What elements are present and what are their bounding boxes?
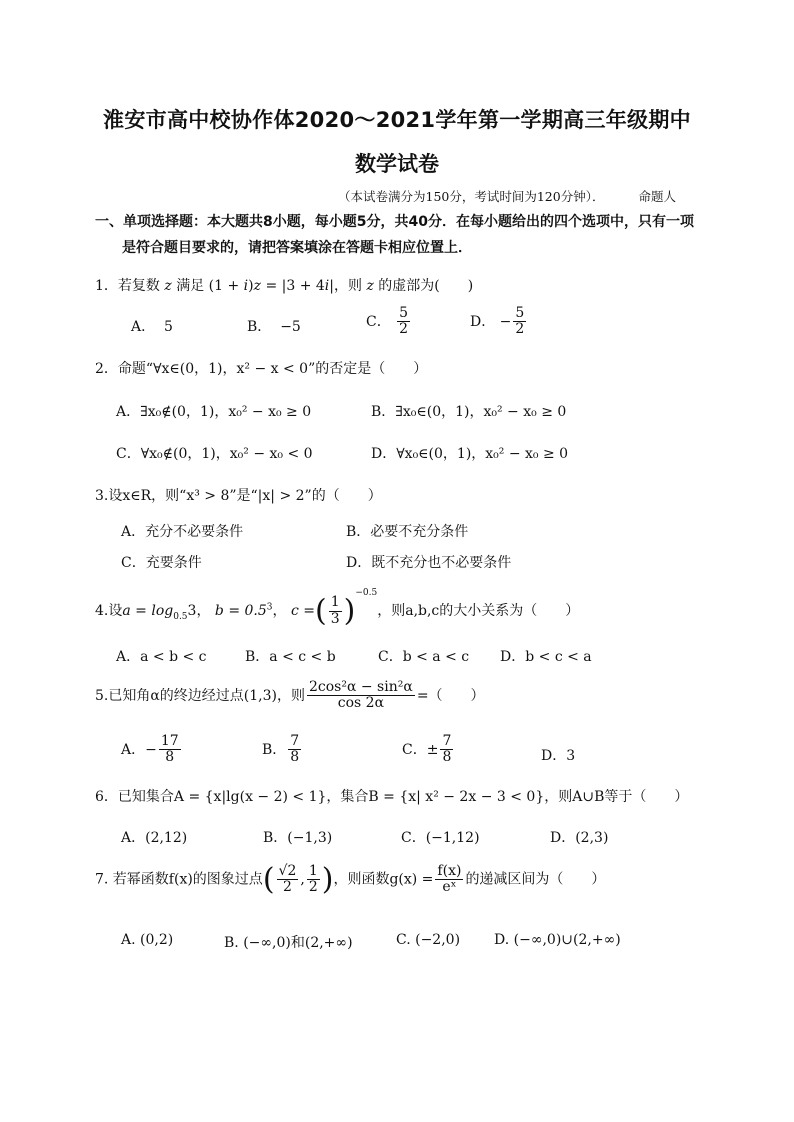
question-2-option-b: B．∃x₀∈(0，1)，x₀² − x₀ ≥ 0 [371, 404, 567, 420]
question-7-option-b: B. (−∞,0)和(2,+∞) [224, 935, 353, 951]
question-7-stem: 7. 若幂函数f(x)的图象过点( $\frac{√2}{2}$ , $\frac{1}{2}$ )，则函数g(x) = $\frac{f(x)}{\text{eˣ}}$ 的递减区间为（ ） [95, 862, 606, 897]
question-6-option-c: C．(−1,12) [401, 830, 480, 846]
question-2-option-c: C．∀x₀∉(0，1)，x₀² − x₀ < 0 [116, 446, 313, 462]
author-label: 命题人 [638, 189, 676, 204]
question-5-option-a: A．− $\frac{17}{8}$ [121, 733, 179, 766]
question-3-option-a: A．充分不必要条件 [121, 524, 244, 540]
question-1-option-c: C． $\frac{5}{2}$ [366, 305, 409, 338]
question-5-option-c: C．± $\frac{7}{8}$ [402, 733, 452, 766]
question-3-stem: 3.设x∈R，则“x³ > 8”是“|x| > 2”的（ ） [95, 488, 382, 504]
question-6-option-a: A．(2,12) [121, 830, 188, 846]
question-7-option-a: A. (0,2) [121, 932, 174, 948]
question-5-option-d: D．3 [541, 748, 576, 764]
question-5-stem: 5.已知角α的终边经过点(1,3)，则 $\frac{\text{2cos²α − sin²α}}{\cos 2\alpha}$ =（ ） [95, 679, 485, 712]
exam-subject: 数学试卷 [355, 152, 439, 176]
question-2-option-a: A．∃x₀∉(0，1)，x₀² − x₀ ≥ 0 [116, 404, 312, 420]
question-1-option-d: D． − $\frac{5}{2}$ [470, 305, 525, 338]
question-4-option-b: B．a < c < b [245, 649, 336, 665]
question-3-option-b: B．必要不充分条件 [346, 524, 469, 540]
question-7-option-c: C. (−2,0) [396, 932, 461, 948]
exam-title: 淮安市高中校协作体2020～2021学年第一学期高三年级期中 [103, 108, 691, 132]
question-6-stem: 6．已知集合A = {x|lg(x − 2) < 1}，集合B = {x| x² − 2x − 3 < 0}，则A∪B等于（ ） [95, 789, 689, 805]
question-7-option-d: D. (−∞,0)∪(2,+∞) [494, 932, 621, 948]
question-4-option-d: D．b < c < a [500, 649, 592, 665]
exam-duration-info: （本试卷满分为150分，考试时间为120分钟）． [338, 189, 605, 204]
section-heading-line1: 一、单项选择题：本大题共8小题，每小题5分，共40分．在每小题给出的四个选项中，只有一项 [95, 214, 694, 230]
question-6-option-d: D．(2,3) [550, 830, 609, 846]
question-2-stem: 2．命题“∀x∈(0，1)，x² − x < 0”的否定是（ ） [95, 361, 428, 377]
question-4-option-c: C．b < a < c [378, 649, 470, 665]
question-5-option-b: B． $\frac{7}{8}$ [262, 733, 300, 766]
question-4-stem: 4.设$a = \log_{0.5}3$， $b = 0.5^3$， c =( $\frac{1}{3}$ )$^{-0.5}$，则a,b,c的大小关系为（ ） [95, 588, 580, 629]
section-heading [95, 209, 715, 261]
section-heading-line2: 是符合题目要求的，请把答案填涂在答题卡相应位置上． [122, 240, 472, 256]
question-6-option-b: B．(−1,3) [263, 830, 333, 846]
question-1-option-a: A． 5 [131, 319, 173, 335]
question-4-option-a: A．a < b < c [116, 649, 207, 665]
question-3-option-c: C．充要条件 [121, 555, 202, 571]
question-3-option-d: D．既不充分也不必要条件 [346, 555, 512, 571]
exam-info [338, 187, 676, 205]
question-1-option-b: B． −5 [247, 319, 301, 335]
question-1-stem: 1．若复数 z 满足 (1 + i)z = |3 + 4i|，则 z 的虚部为( ) [95, 278, 474, 294]
question-2-option-d: D．∀x₀∈(0，1)，x₀² − x₀ ≥ 0 [371, 446, 569, 462]
